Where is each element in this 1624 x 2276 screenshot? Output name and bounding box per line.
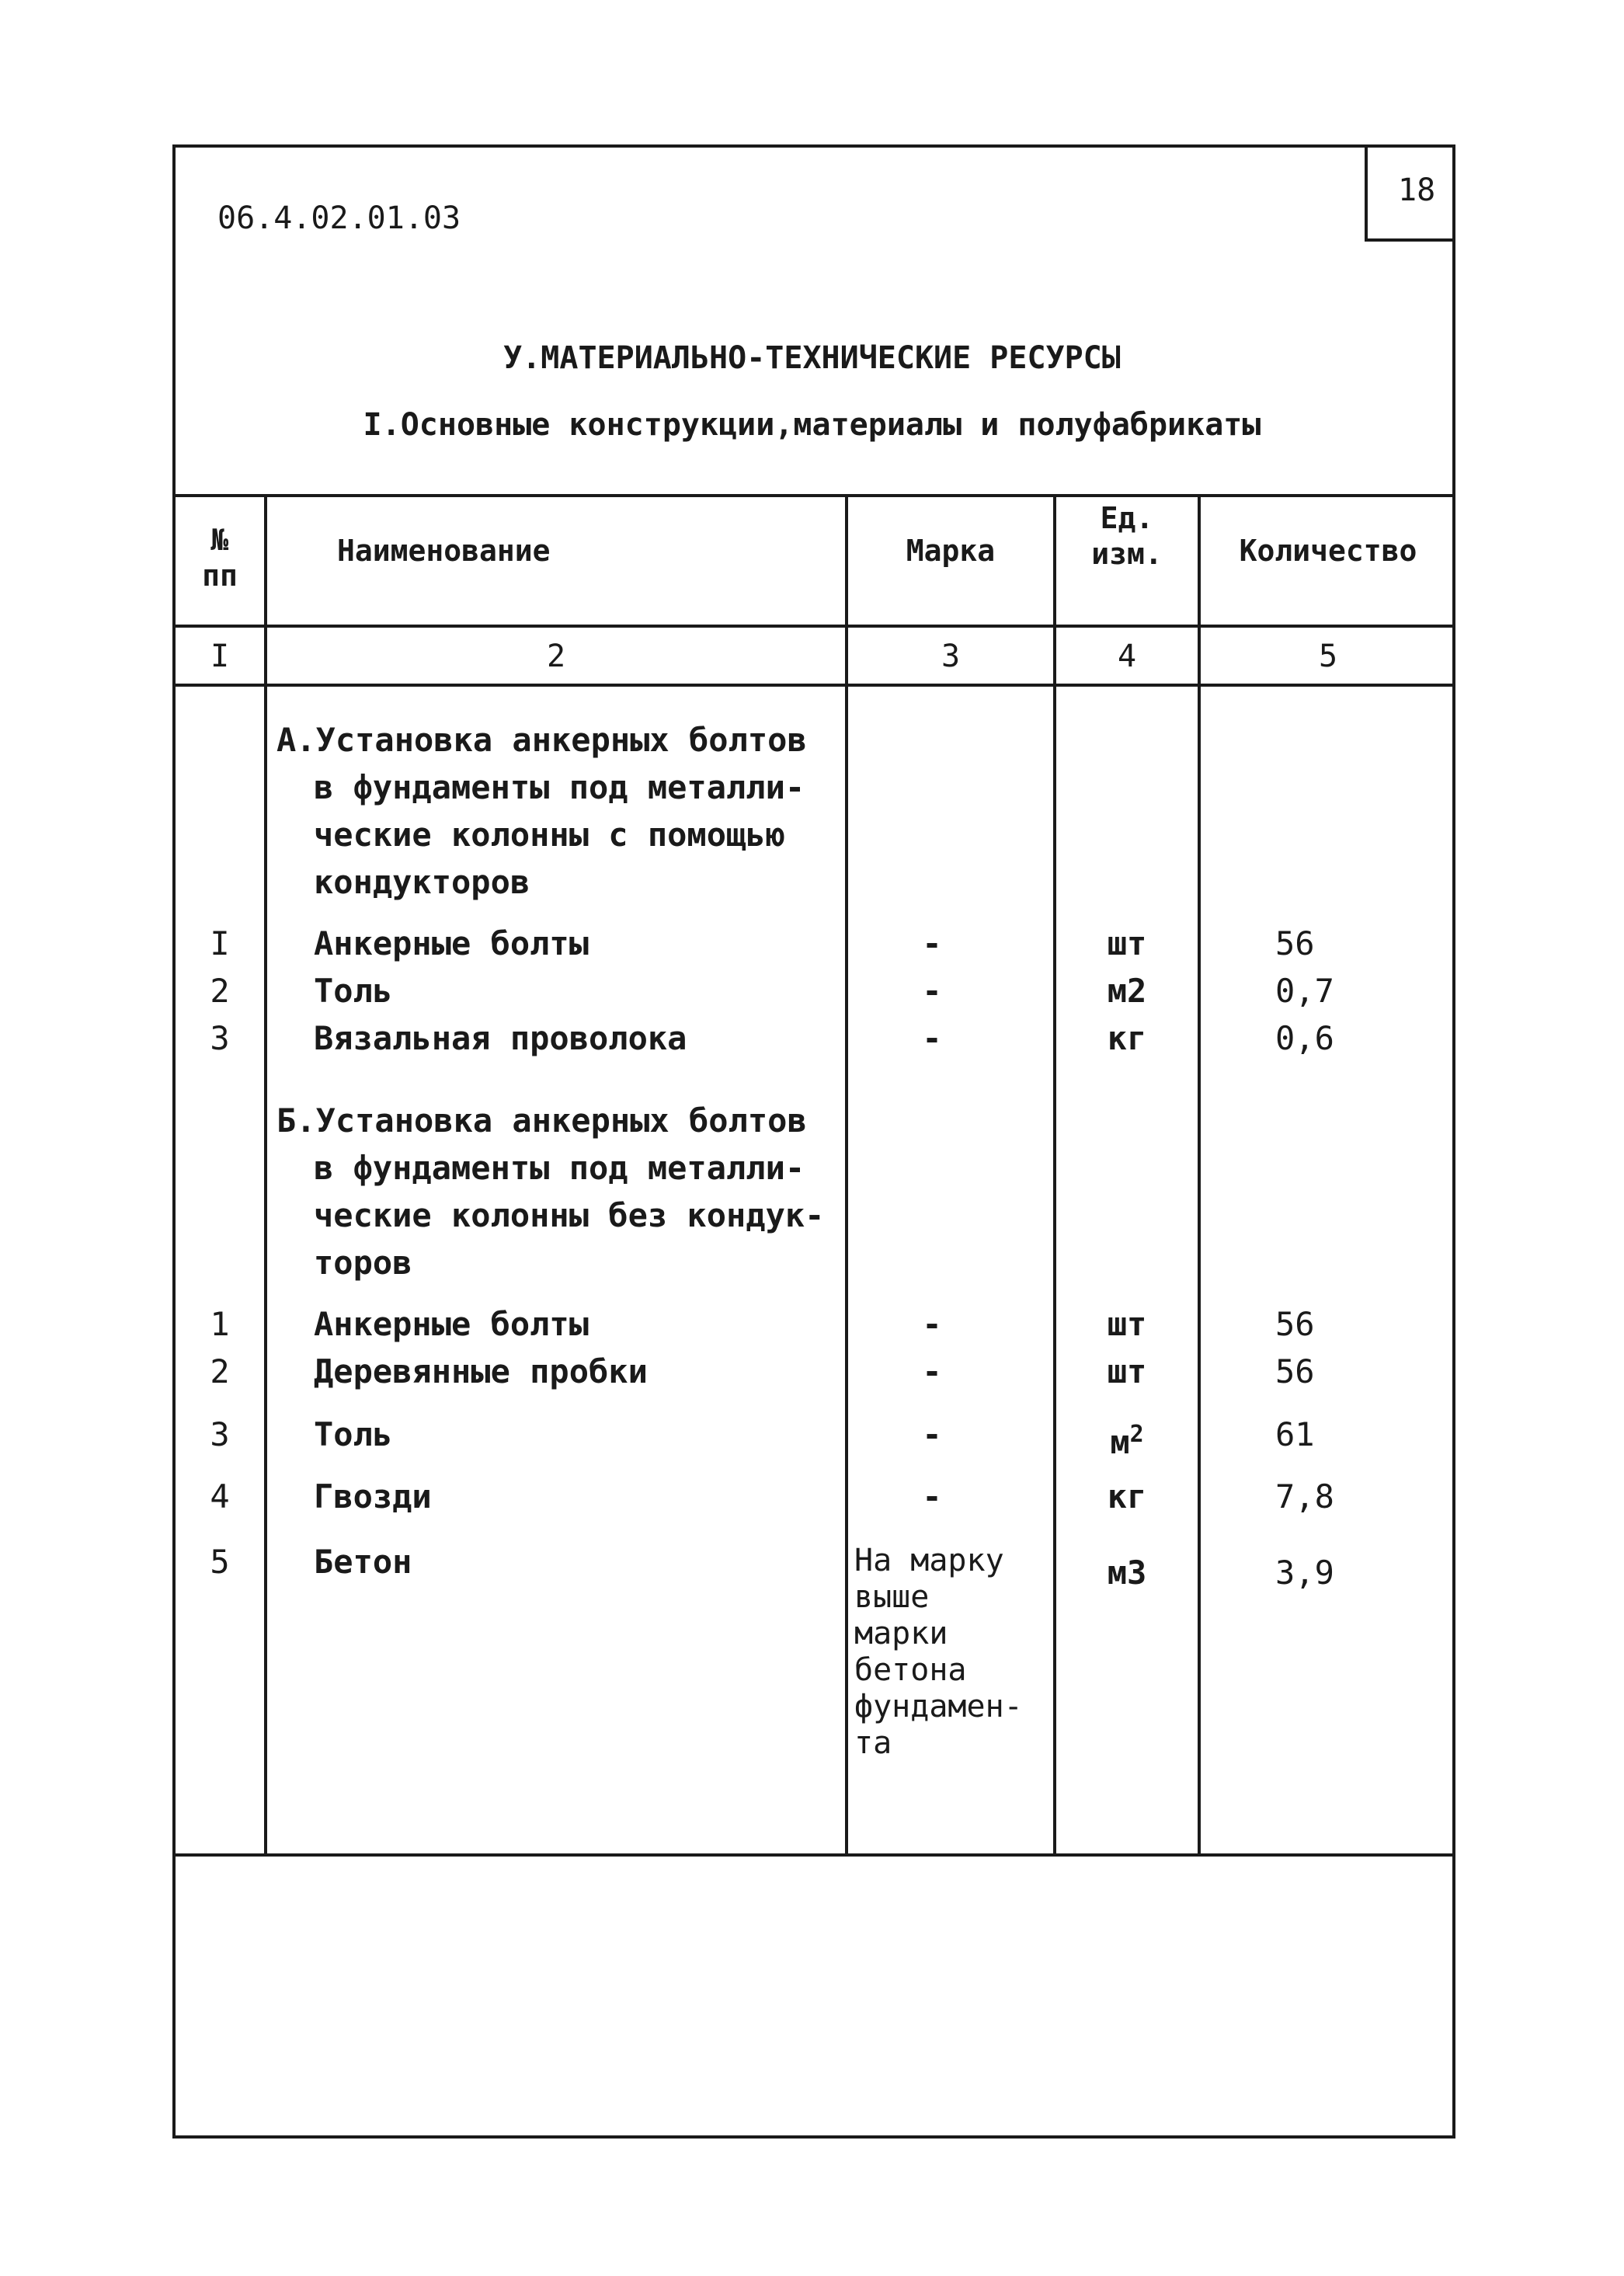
- row-unit: $м^2$: [1110, 1421, 1144, 1461]
- table-bottom-border: [172, 1853, 1455, 1857]
- row-qty: 0,6: [1275, 1019, 1334, 1057]
- colnum-4: 4: [1117, 639, 1137, 674]
- col-divider-4: [1198, 494, 1201, 1855]
- table-top-border: [172, 494, 1455, 497]
- row-num: 5: [210, 1543, 230, 1581]
- row-mark: -: [922, 924, 942, 962]
- row-mark: -: [922, 1477, 942, 1516]
- row-unit: шт: [1107, 1305, 1147, 1343]
- header-mark: Марка: [906, 534, 996, 568]
- row-num: 3: [210, 1415, 230, 1453]
- section-a-title: А.Установка анкерных болтов в фундаменты под металли- ческие колонны с помощью кондукторов: [276, 721, 807, 901]
- col-divider-1: [264, 494, 267, 1855]
- row-unit: кг: [1107, 1477, 1147, 1516]
- colnum-5: 5: [1318, 639, 1338, 674]
- header-bottom-border: [172, 625, 1455, 628]
- row-num: 2: [210, 972, 230, 1010]
- colnum-2: 2: [546, 639, 566, 674]
- row-unit: шт: [1107, 924, 1147, 962]
- header-name: Наименование: [337, 534, 551, 568]
- row-unit: шт: [1107, 1352, 1147, 1390]
- colnum-3: 3: [941, 639, 961, 674]
- colnum-1: I: [210, 639, 230, 674]
- row-num: 2: [210, 1352, 230, 1390]
- row-name: Бетон: [314, 1543, 412, 1581]
- row-mark: -: [922, 1019, 942, 1057]
- row-name: Толь: [314, 1415, 393, 1453]
- row-qty: 3,9: [1275, 1554, 1334, 1592]
- page-number: 18: [1398, 172, 1436, 208]
- row-num: 4: [210, 1477, 230, 1516]
- row-mark: -: [922, 1415, 942, 1453]
- row-mark: -: [922, 1305, 942, 1343]
- row-num: 1: [210, 1305, 230, 1343]
- row-unit: м2: [1107, 972, 1147, 1010]
- row-qty: 56: [1275, 1305, 1315, 1343]
- section-b-title: Б.Установка анкерных болтов в фундаменты под металли- ческие колонны без кондук- торов: [276, 1101, 825, 1282]
- header-unit: Ед. изм.: [1091, 501, 1163, 571]
- row-name: Анкерные болты: [314, 924, 589, 962]
- colnum-bottom-border: [172, 684, 1455, 687]
- col-divider-3: [1053, 494, 1056, 1855]
- header-num: № пп: [202, 523, 238, 593]
- row-qty: 56: [1275, 1352, 1315, 1390]
- row-qty: 61: [1275, 1415, 1315, 1453]
- row-name: Толь: [314, 972, 393, 1010]
- row-name: Вязальная проволока: [314, 1019, 687, 1057]
- row-num: I: [210, 924, 230, 962]
- row-name: Гвозди: [314, 1477, 432, 1516]
- row-name: Анкерные болты: [314, 1305, 589, 1343]
- row-qty: 7,8: [1275, 1477, 1334, 1516]
- row-unit: м3: [1107, 1554, 1147, 1592]
- row-mark-note: На марку выше марки бетона фундамен- та: [854, 1543, 1023, 1761]
- row-mark: -: [922, 1352, 942, 1390]
- section-subtitle: I.Основные конструкции,материалы и полуфабрикаты: [363, 407, 1261, 443]
- row-num: 3: [210, 1019, 230, 1057]
- doc-number: 06.4.02.01.03: [217, 200, 461, 236]
- row-unit: кг: [1107, 1019, 1147, 1057]
- row-mark: -: [922, 972, 942, 1010]
- row-name: Деревянные пробки: [314, 1352, 648, 1390]
- section-title: У.МАТЕРИАЛЬНО-ТЕХНИЧЕСКИЕ РЕСУРСЫ: [503, 340, 1121, 376]
- row-qty: 56: [1275, 924, 1315, 962]
- col-divider-2: [845, 494, 848, 1855]
- row-qty: 0,7: [1275, 972, 1334, 1010]
- header-qty: Количество: [1239, 534, 1417, 568]
